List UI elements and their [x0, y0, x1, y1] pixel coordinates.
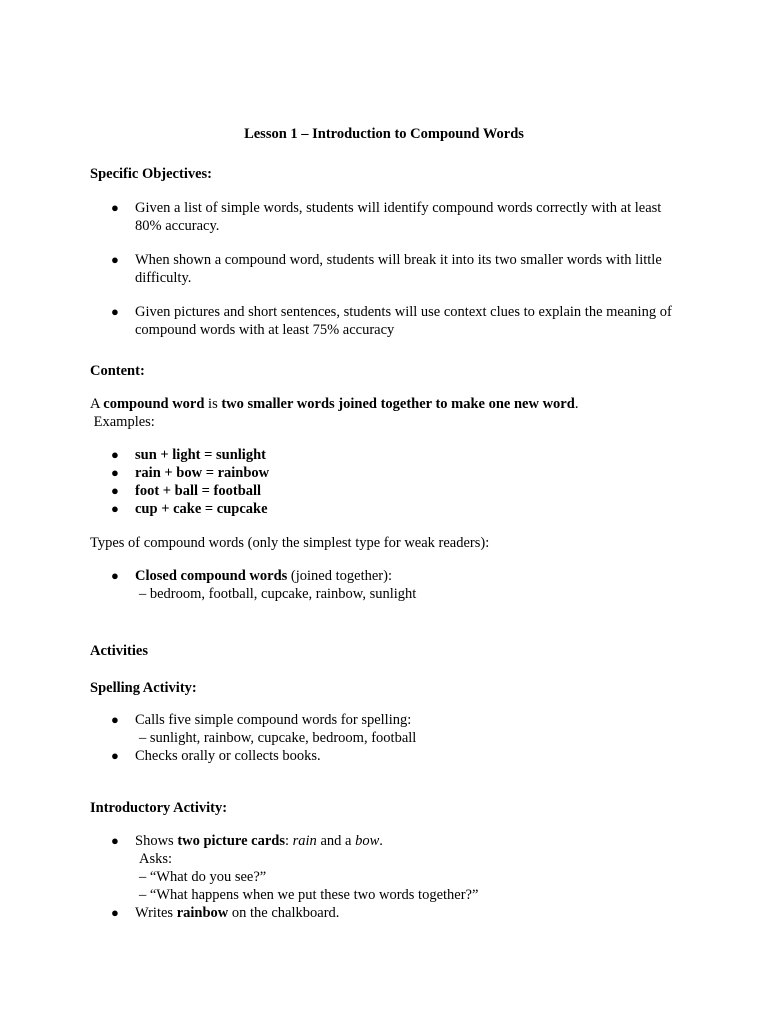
examples-list — [90, 446, 690, 518]
page-title: Lesson 1 – Introduction to Compound Words — [244, 126, 524, 142]
bullet-icon: ● — [111, 252, 119, 267]
types-intro: Types of compound words (only the simplest type for weak readers): — [90, 535, 490, 551]
bullet-icon: ● — [111, 712, 119, 727]
activities-heading: Activities — [90, 643, 148, 659]
definition-paragraph: A compound word is two smaller words joined together to make one new word. Examples: — [90, 396, 579, 430]
list-item: ● Closed compound words (joined together): – bedroom, football, cupcake, rainbow, sunlight — [111, 568, 417, 602]
intro-list — [90, 832, 690, 922]
bullet-icon: ● — [111, 483, 119, 498]
bullet-icon: ● — [111, 748, 119, 763]
spelling-list — [90, 711, 690, 765]
intro-heading: Introductory Activity: — [90, 800, 228, 816]
bullet-icon: ● — [111, 568, 119, 583]
types-list — [90, 567, 690, 603]
list-item: ● Calls five simple compound words for spelling: – sunlight, rainbow, cupcake, bedroom, football — [111, 712, 417, 746]
list-item: ● Writes rainbow on the chalkboard. — [111, 905, 340, 921]
list-item: ● Shows two picture cards: rain and a bow. Asks: – “What do you see?” – “What happens when we put these two words together?” — [111, 833, 479, 903]
list-item: ● rain + bow = rainbow — [111, 465, 270, 481]
list-item: ● Given a list of simple words, students will identify compound words correctly with at least 80% accuracy. — [111, 200, 662, 234]
spelling-heading: Spelling Activity: — [90, 680, 197, 696]
list-item: ● Given pictures and short sentences, students will use context clues to explain the meaning of compound words with at least 75% accuracy — [111, 304, 672, 338]
list-item: ● cup + cake = cupcake — [111, 501, 268, 517]
list-item: ● foot + ball = football — [111, 483, 262, 499]
list-item: ● When shown a compound word, students will break it into its two smaller words with little difficulty. — [111, 252, 662, 286]
objectives-heading: Specific Objectives: — [90, 166, 213, 182]
list-item: ● Checks orally or collects books. — [111, 748, 321, 764]
bullet-icon: ● — [111, 501, 119, 516]
list-item: ● sun + light = sunlight — [111, 447, 266, 463]
bullet-icon: ● — [111, 905, 119, 920]
bullet-icon: ● — [111, 833, 119, 848]
bullet-icon: ● — [111, 200, 119, 215]
content-heading: Content: — [90, 363, 145, 379]
objectives-list — [90, 199, 690, 339]
bullet-icon: ● — [111, 447, 119, 462]
examples-label: Examples: — [90, 414, 155, 430]
bullet-icon: ● — [111, 304, 119, 319]
bullet-icon: ● — [111, 465, 119, 480]
